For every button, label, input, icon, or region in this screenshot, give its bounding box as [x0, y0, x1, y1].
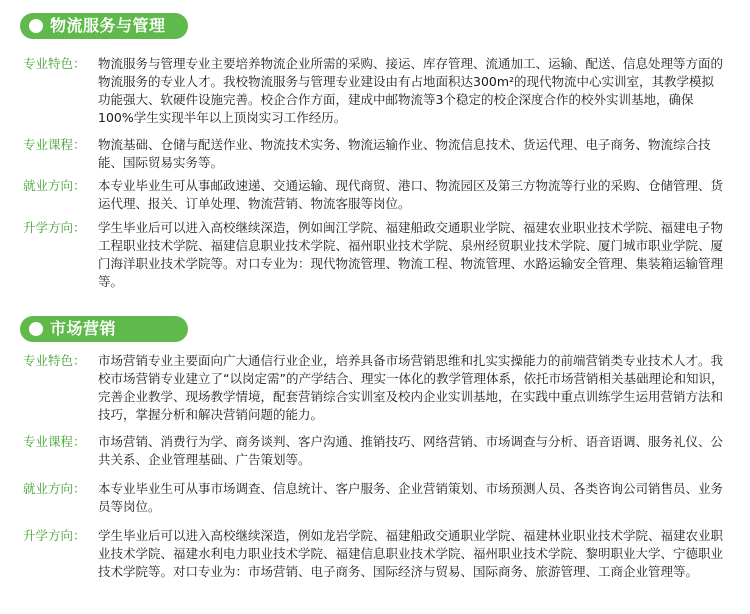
row-label: 就业方向： [23, 481, 86, 496]
row-text: 市场营销、消费行为学、商务谈判、客户沟通、推销技巧、网络营销、市场调查与分析、语音语调、服务礼仪、公共关系、企业管理基础、广告策划等。 [98, 434, 724, 467]
row-text: 市场营销专业主要面向广大通信行业企业，培养具备市场营销思维和扎实实操能力的前端营销类专业技术人才。我校市场营销专业建立了“以岗定需”的产学结合、理实一体化的教学管理体系，依托市场营销相关基础理论和知识，完善企业教学、现场教学情境，配套营销综合实训室及校内企业实训基地，在实践中重点训练学生运用营销方法和技巧，掌握分析和解决营销问题的能力。 [98, 353, 724, 422]
row-label: 专业课程： [23, 137, 86, 152]
bullet-dot-icon [29, 322, 43, 336]
section-title: 市场营销 [50, 319, 117, 338]
row-text: 物流服务与管理专业主要培养物流企业所需的采购、接运、库存管理、流通加工、运输、配送、信息处理等方面的物流服务的专业人才。我校物流服务与管理专业建设由有占地面积达300m²的现代物流中心实训室，其教学模拟功能强大、软硬件设施完善。校企合作方面，建成中邮物流等3个稳定的校企深度合作的校外实训基地，确保100%学生实现半年以上顶岗实习工作经历。 [98, 56, 724, 125]
bullet-dot-icon [29, 19, 43, 33]
row-label: 专业特色： [23, 353, 86, 368]
section-title: 物流服务与管理 [50, 16, 166, 35]
row-label: 就业方向： [23, 178, 86, 193]
row-text: 学生毕业后可以进入高校继续深造，例如龙岩学院、福建船政交通职业学院、福建林业职业技术学院、福建农业职业技术学院、福建水利电力职业技术学院、福建信息职业技术学院、福州职业技术学院、黎明职业大学、宁德职业技术学院等。对口专业为：市场营销、电子商务、国际经济与贸易、国际商务、旅游管理、工商企业管理等。 [98, 528, 724, 579]
row-text: 学生毕业后可以进入高校继续深造，例如闽江学院、福建船政交通职业学院、福建农业职业技术学院、福建电子物工程职业技术学院、福建信息职业技术学院、福州职业技术学院、泉州经贸职业技术学院、厦门城市职业学院、厦门海洋职业技术学院等。对口专业为：现代物流管理、物流工程、物流管理、水路运输安全管理、集装箱运输管理等。 [98, 220, 724, 289]
row-text: 物流基础、仓储与配送作业、物流技术实务、物流运输作业、物流信息技术、货运代理、电子商务、物流综合技能、国际贸易实务等。 [98, 137, 711, 170]
section-header [20, 13, 188, 39]
row-label: 升学方向： [23, 220, 86, 235]
row-text: 本专业毕业生可从事市场调查、信息统计、客户服务、企业营销策划、市场预测人员、各类咨询公司销售员、业务员等岗位。 [98, 481, 724, 514]
row-text: 本专业毕业生可从事邮政速递、交通运输、现代商贸、港口、物流园区及第三方物流等行业的采购、仓储管理、货运代理、报关、订单处理、物流营销、物流客服等岗位。 [98, 178, 724, 211]
row-label: 专业特色： [23, 56, 86, 71]
row-label: 专业课程： [23, 434, 86, 449]
row-label: 升学方向： [23, 528, 86, 543]
section-header [20, 316, 188, 342]
